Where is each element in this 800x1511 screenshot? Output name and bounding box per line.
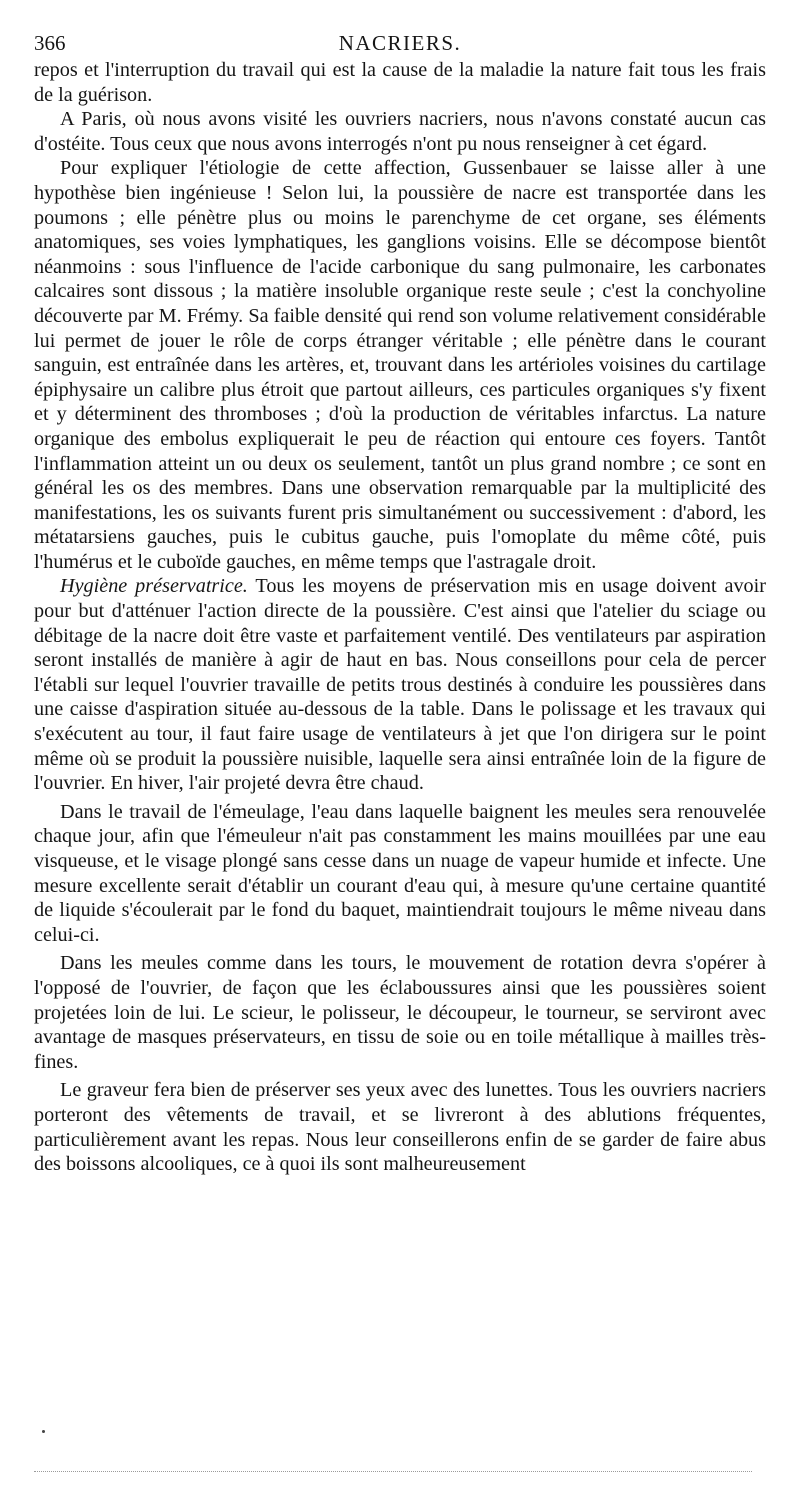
footer-rule — [34, 1471, 752, 1472]
paragraph-etiology: Pour expliquer l'étiologie de cette affection, Gussenbauer se laisse aller à une hypothèse bien ingénieuse ! Selon lui, la poussière de nacre est transportée dans les poumons ; elle pénètre plus ou moins le parenchyme de cet organe, ses éléments anatomiques, ses voies lymphatiques, les ganglions voisins. Elle se décompose bientôt néanmoins : sous l'influence de l'acide carbonique du sang pulmonaire, les carbonates calcaires sont dissous ; la matière insoluble organique reste seule ; c'est la conchyoline découverte par M. Frémy. Sa faible densité qui rend son volume relativement considérable lui permet de jouer le rôle de corps étranger véritable ; elle pénètre dans le courant sanguin, est entraînée dans les artères, et, trouvant dans les artérioles voisines du cartilage épiphysaire un calibre plus étroit que partout ailleurs, ces particules organiques s'y fixent et y déterminent des thromboses ; d'où la production de véritables infarctus. La nature organique des embolus expliquerait le peu de réaction qui entoure ces foyers. Tantôt l'inflammation atteint un ou deux os seulement, tantôt un plus grand nombre ; ce sont en général les os des membres. Dans une observation remarquable par la multiplicité des manifestations, les os suivants furent pris simultanément ou successivement : d'abord, les métatarsiens gauches, puis le cubitus gauche, puis l'omoplate du même côté, puis l'humérus et le cuboïde gauches, en même temps que l'astragale droit. — [34, 157, 766, 573]
paragraph-paris: A Paris, où nous avons visité les ouvriers nacriers, nous n'avons constaté aucun cas d'ostéite. Tous ceux que nous avons interrogés n'ont pu nous renseigner à cet égard. — [34, 108, 766, 155]
paragraph-meules: Dans les meules comme dans les tours, le mouvement de rotation devra s'opérer à l'opposé de l'ouvrier, de façon que les éclaboussures ainsi que les poussières soient projetées loin de lui. Le scieur, le polisseur, le découpeur, le tourneur, se serviront avec avantage de masques préservateurs, en tissu de soie ou en toile métallique à mailles très-fines. — [34, 952, 766, 1073]
section-heading-hygiene: Hygiène préservatrice. — [60, 575, 248, 598]
ink-speck — [42, 1430, 45, 1433]
page-number: 366 — [34, 31, 66, 55]
running-head — [34, 28, 766, 58]
running-title: NACRIERS. — [338, 31, 462, 55]
paragraph-hygiene-text: Tous les moyens de préservation mis en usage doivent avoir pour but d'atténuer l'action directe de la poussière. C'est ainsi que l'atelier du sciage ou débitage de la nacre doit être vaste et parfaitement ventilé. Des ventilateurs par aspiration seront installés de manière à agir de haut en bas. Nous conseillons pour cela de percer l'établi sur lequel l'ouvrier travaille de petits trous destinés à conduire les poussières dans une caisse d'aspiration située au-dessous de la table. Dans le polissage et les travaux qui s'exécutent au tour, il faut faire usage de ventilateurs à jet que l'on dirigera sur le point même où se produit la poussière nuisible, laquelle sera ainsi entraînée loin de la figure de l'ouvrier. En hiver, l'air projeté devra être chaud. — [34, 575, 766, 795]
paragraph-graveur: Le graveur fera bien de préserver ses yeux avec des lunettes. Tous les ouvriers nacriers porteront des vêtements de travail, et se livreront à des ablutions fréquentes, particulièrement avant les repas. Nous leur conseillerons enfin de se garder de faire abus des boissons alcooliques, ce à quoi ils sont malheureusement — [34, 1079, 766, 1176]
paragraph-emeulage: Dans le travail de l'émeulage, l'eau dans laquelle baignent les meules sera renouvelée chaque jour, afin que l'émeuleur n'ait pas constamment les mains mouillées par une eau visqueuse, et le visage plongé sans cesse dans un nuage de vapeur humide et infecte. Une mesure excellente serait d'établir un courant d'eau qui, à mesure qu'une certaine quantité de liquide s'écoulerait par le fond du baquet, maintiendrait toujours le même niveau dans celui-ci. — [34, 800, 766, 946]
paragraph-continuation: repos et l'interruption du travail qui est la cause de la maladie la nature fait tous les frais de la guérison. — [34, 59, 766, 106]
book-page — [34, 28, 766, 1177]
body-text — [34, 58, 766, 1177]
paragraph-hygiene — [34, 574, 766, 795]
